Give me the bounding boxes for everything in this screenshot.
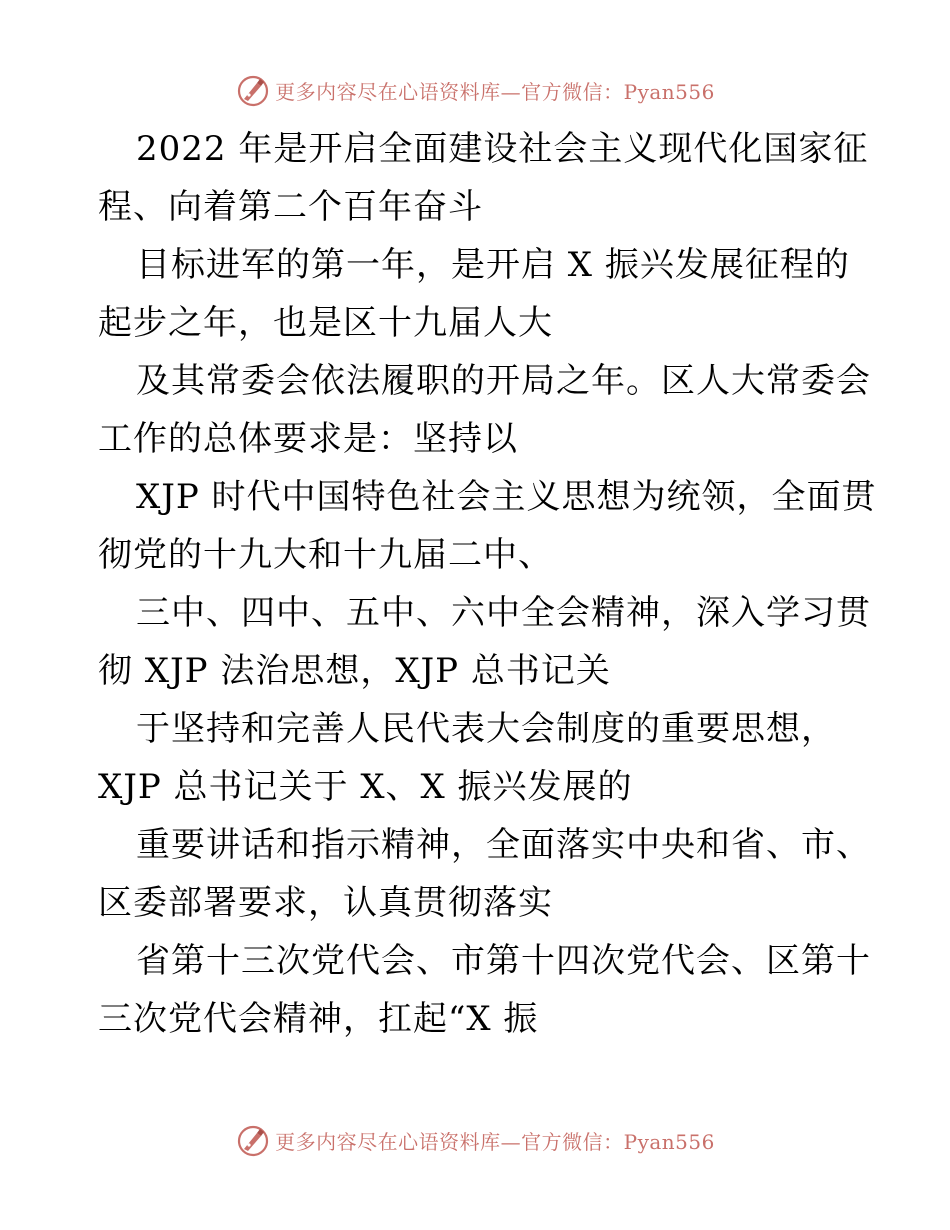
header-watermark [0,72,950,108]
paragraph-line: 区委部署要求，认真贯彻落实 [98,883,553,923]
paragraph-line: 三中、四中、五中、六中全会精神，深入学习贯 [136,593,871,633]
paragraph-line: 程、向着第二个百年奋斗 [98,187,483,227]
paragraph-line: 彻 XJP 法治思想，XJP 总书记关 [98,651,611,691]
header-watermark-text: 更多内容尽在心语资料库—官方微信：Pyan556 [275,79,715,104]
footer-watermark [0,1122,950,1158]
paragraph-line: XJP 时代中国特色社会主义思想为统领，全面贯 [136,477,877,517]
paragraph-line: 省第十三次党代会、市第十四次党代会、区第十 [136,941,871,981]
paragraph-line: 重要讲话和指示精神，全面落实中央和省、市、 [136,825,871,865]
paragraph-line: 目标进军的第一年，是开启 X 振兴发展征程的 [136,245,850,285]
paragraph-line: 彻党的十九大和十九届二中、 [98,535,553,575]
pen-logo-icon [235,1122,271,1158]
footer-watermark-text: 更多内容尽在心语资料库—官方微信：Pyan556 [275,1129,715,1154]
paragraph-line: 三次党代会精神，扛起“X 振 [98,999,539,1039]
paragraph-line: 及其常委会依法履职的开局之年。区人大常委会 [136,361,871,401]
paragraph-line: 起步之年，也是区十九届人大 [98,303,553,343]
paragraph-line: 工作的总体要求是：坚持以 [98,419,518,459]
paragraph-line: 2022 年是开启全面建设社会主义现代化国家征 [136,129,869,169]
document-body [98,120,877,1048]
paragraph-line: XJP 总书记关于 X、X 振兴发展的 [98,767,633,807]
pen-logo-icon [235,72,271,108]
paragraph-line: 于坚持和完善人民代表大会制度的重要思想， [136,709,836,749]
